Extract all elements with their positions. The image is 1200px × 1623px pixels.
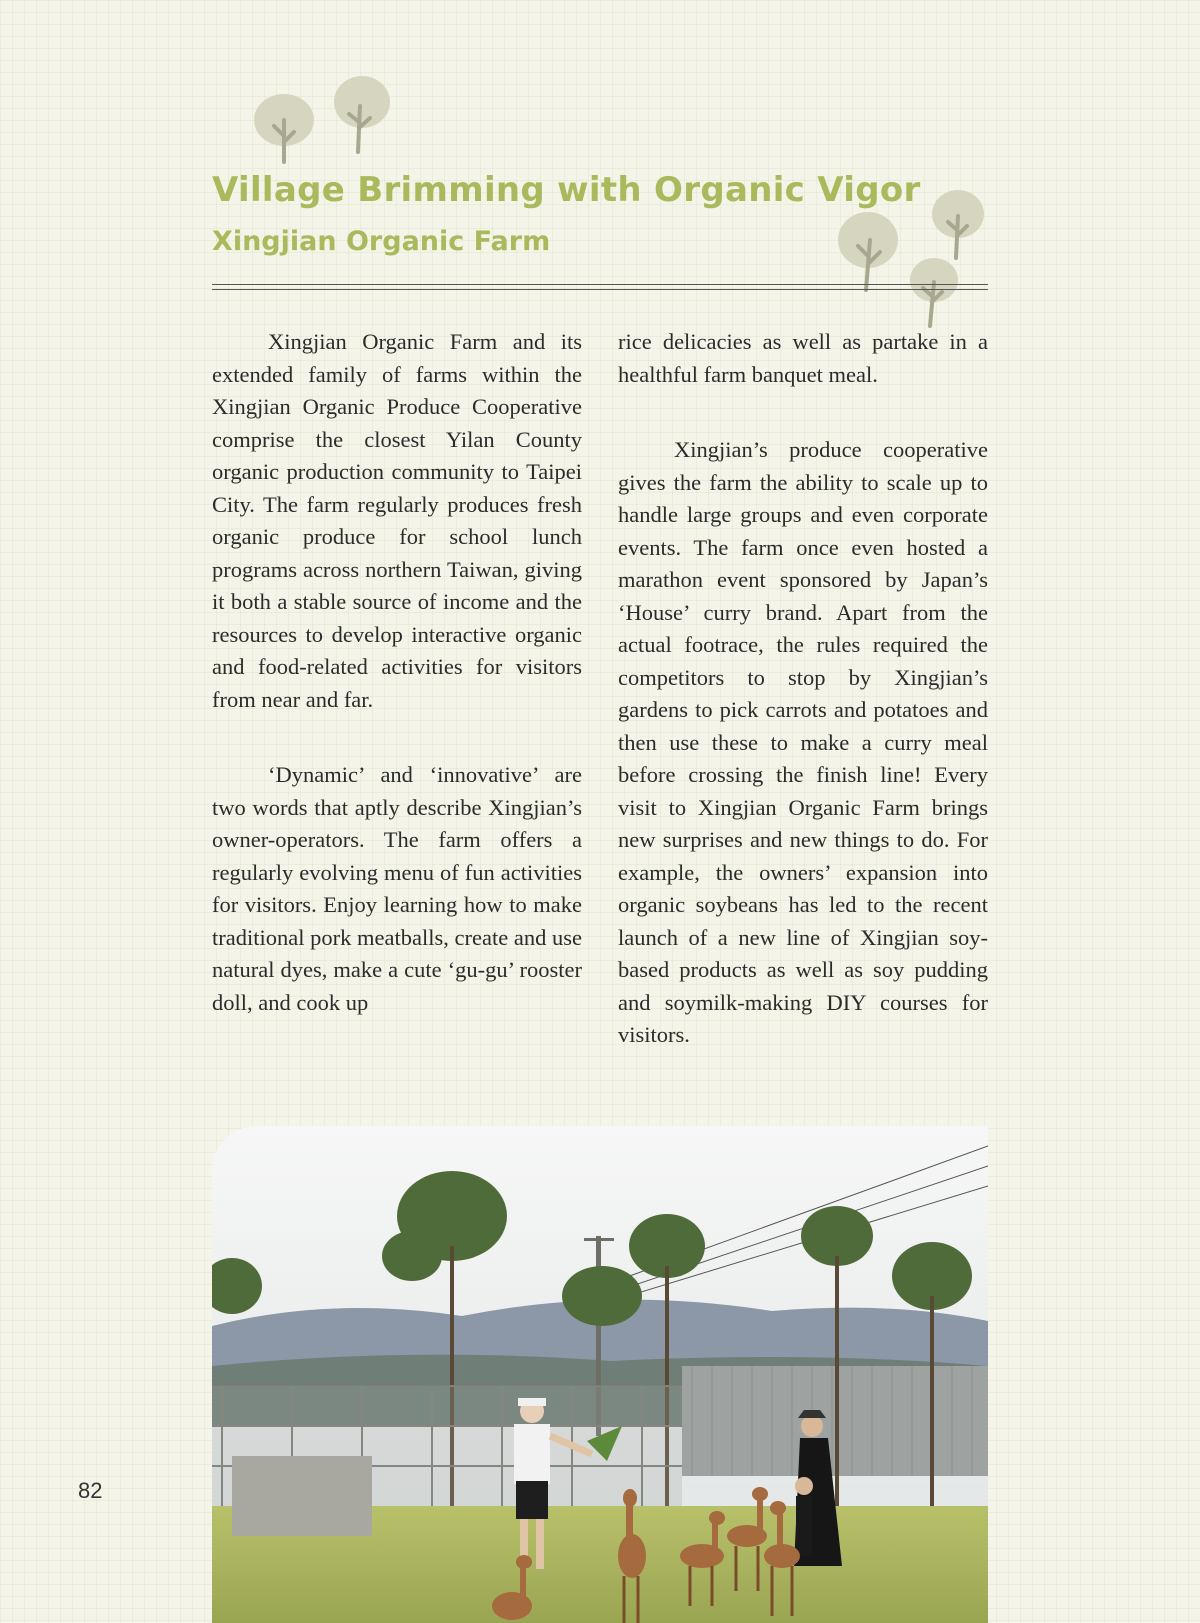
article-subtitle: Xingjian Organic Farm: [212, 226, 551, 257]
tree-decoration-top-left: [244, 70, 394, 170]
header-divider-top: [212, 284, 988, 285]
paragraph: ‘Dynamic’ and ‘innovative’ are two words that aptly describe Xingjian’s owner-operators. The farm offers a regularly evolving menu of fun activities for visitors. Enjoy learning how to make traditional pork meatballs, create and use natural dyes, make a cute ‘gu-gu’ rooster doll, and cook up: [212, 762, 582, 1015]
paragraph: Xingjian’s produce cooperative gives the farm the ability to scale up to handle large groups and even corporate events. The farm once even hosted a marathon event sponsored by Japan’s ‘House’ curry brand. Apart from the actual footrace, the rules required the competitors to stop by Xingjian’s gardens to pick carrots and potatoes and then use these to make a curry meal before crossing the finish line! Every visit to Xingjian Organic Farm brings new surprises and new things to do. For example, the owners’ expansion into organic soybeans has led to the recent launch of a new line of Xingjian soy-based products as well as soy pudding and soymilk-making DIY courses for visitors.: [618, 437, 988, 1047]
farm-photo: [212, 1126, 988, 1623]
header-divider-bottom: [212, 289, 988, 290]
article-column-right: [618, 326, 988, 1052]
page-number: 82: [78, 1478, 103, 1503]
paragraph: Xingjian Organic Farm and its extended family of farms within the Xingjian Organic Produce Cooperative comprise the closest Yilan County organic production community to Taipei City. The farm regularly produces fresh organic produce for school lunch programs across northern Taiwan, giving it both a stable source of income and the resources to develop interactive organic and food-related activities for visitors from near and far.: [212, 329, 582, 712]
article-column-left: [212, 326, 582, 1019]
article-title: Village Brimming with Organic Vigor: [212, 170, 921, 210]
paragraph-continued: rice delicacies as well as partake in a healthful farm banquet meal.: [618, 329, 988, 387]
